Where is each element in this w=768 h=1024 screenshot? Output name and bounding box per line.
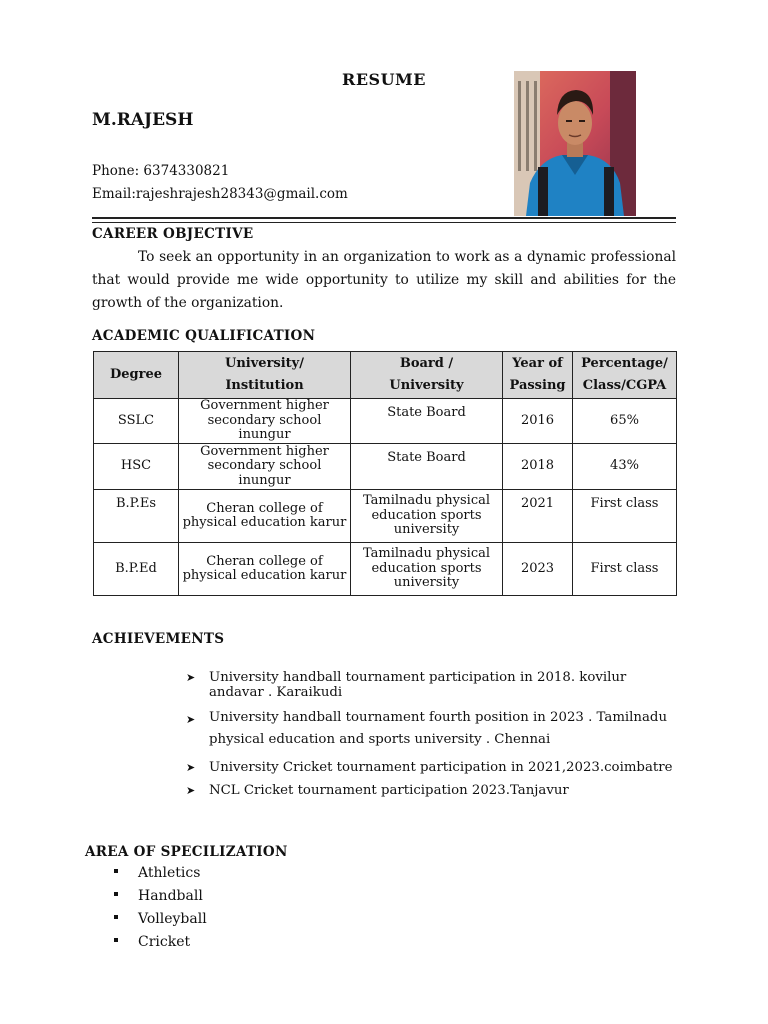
academic-heading: ACADEMIC QUALIFICATION — [92, 328, 316, 344]
square-bullet-icon — [114, 869, 118, 873]
table-row — [94, 543, 677, 596]
arrow-bullet-icon: ➤ — [186, 784, 196, 797]
institution-cell: Government higher secondary school inungur — [179, 399, 351, 444]
achievement-item: ➤ University Cricket tournament participation in 2021,2023.coimbatre — [186, 760, 673, 775]
degree-cell: SSLC — [94, 399, 179, 444]
column-header-institution: University/ Institution — [179, 352, 351, 399]
board-cell: Tamilnadu physical education sports university — [351, 490, 503, 543]
year-cell: 2023 — [503, 543, 573, 596]
board-cell: Tamilnadu physical education sports university — [351, 543, 503, 596]
degree-cell: HSC — [94, 444, 179, 490]
achievement-item: ➤ University handball tournament participation in 2018. kovilur andavar . Karaikudi — [186, 670, 627, 700]
square-bullet-icon — [114, 915, 118, 919]
achievement-item: ➤ NCL Cricket tournament participation 2023.Tanjavur — [186, 783, 569, 798]
board-cell: State Board — [351, 444, 503, 490]
board-cell: State Board — [351, 399, 503, 444]
email-line: Email:rajeshrajesh28343@gmail.com — [92, 186, 348, 202]
square-bullet-icon — [114, 938, 118, 942]
arrow-bullet-icon: ➤ — [186, 713, 196, 726]
academic-table — [93, 351, 677, 596]
year-cell: 2021 — [503, 490, 573, 543]
square-bullet-icon — [114, 892, 118, 896]
table-row — [94, 444, 677, 490]
table-row — [94, 399, 677, 444]
degree-cell: B.P.Ed — [94, 543, 179, 596]
academic-header-row — [94, 352, 677, 399]
result-cell: 65% — [573, 399, 677, 444]
specialization-heading: AREA OF SPECILIZATION — [85, 844, 288, 860]
column-header-degree: Degree — [94, 352, 179, 399]
degree-cell: B.P.Es — [94, 490, 179, 543]
header-divider-thick — [92, 217, 676, 219]
resume-title: RESUME — [342, 70, 426, 89]
list-item: Cricket — [114, 934, 190, 950]
career-objective-text: To seek an opportunity in an organization to work as a dynamic professional that would provide me wide opportunity to utilize my skill and abilities for the growth of the organization. — [92, 249, 676, 311]
achievement-item: ➤ University handball tournament fourth position in 2023 . Tamilnadu physical education and sports university . Chennai — [186, 710, 668, 747]
arrow-bullet-icon: ➤ — [186, 761, 196, 774]
candidate-name: M.RAJESH — [92, 110, 194, 130]
list-item: Athletics — [114, 865, 200, 881]
career-objective-heading: CAREER OBJECTIVE — [92, 226, 254, 242]
result-cell: First class — [573, 490, 677, 543]
institution-cell: Cheran college of physical education karur — [179, 543, 351, 596]
table-row — [94, 490, 677, 543]
result-cell: First class — [573, 543, 677, 596]
achievements-heading: ACHIEVEMENTS — [92, 631, 225, 647]
column-header-result: Percentage/ Class/CGPA — [573, 352, 677, 399]
column-header-board: Board / University — [351, 352, 503, 399]
list-item: Volleyball — [114, 911, 207, 927]
institution-cell: Government higher secondary school inungur — [179, 444, 351, 490]
header-divider-thin — [92, 222, 676, 223]
column-header-year: Year of Passing — [503, 352, 573, 399]
year-cell: 2018 — [503, 444, 573, 490]
list-item: Handball — [114, 888, 203, 904]
profile-photo — [514, 71, 636, 216]
year-cell: 2016 — [503, 399, 573, 444]
institution-cell: Cheran college of physical education karur — [179, 490, 351, 543]
phone-line: Phone: 6374330821 — [92, 163, 230, 179]
arrow-bullet-icon: ➤ — [186, 671, 196, 684]
result-cell: 43% — [573, 444, 677, 490]
